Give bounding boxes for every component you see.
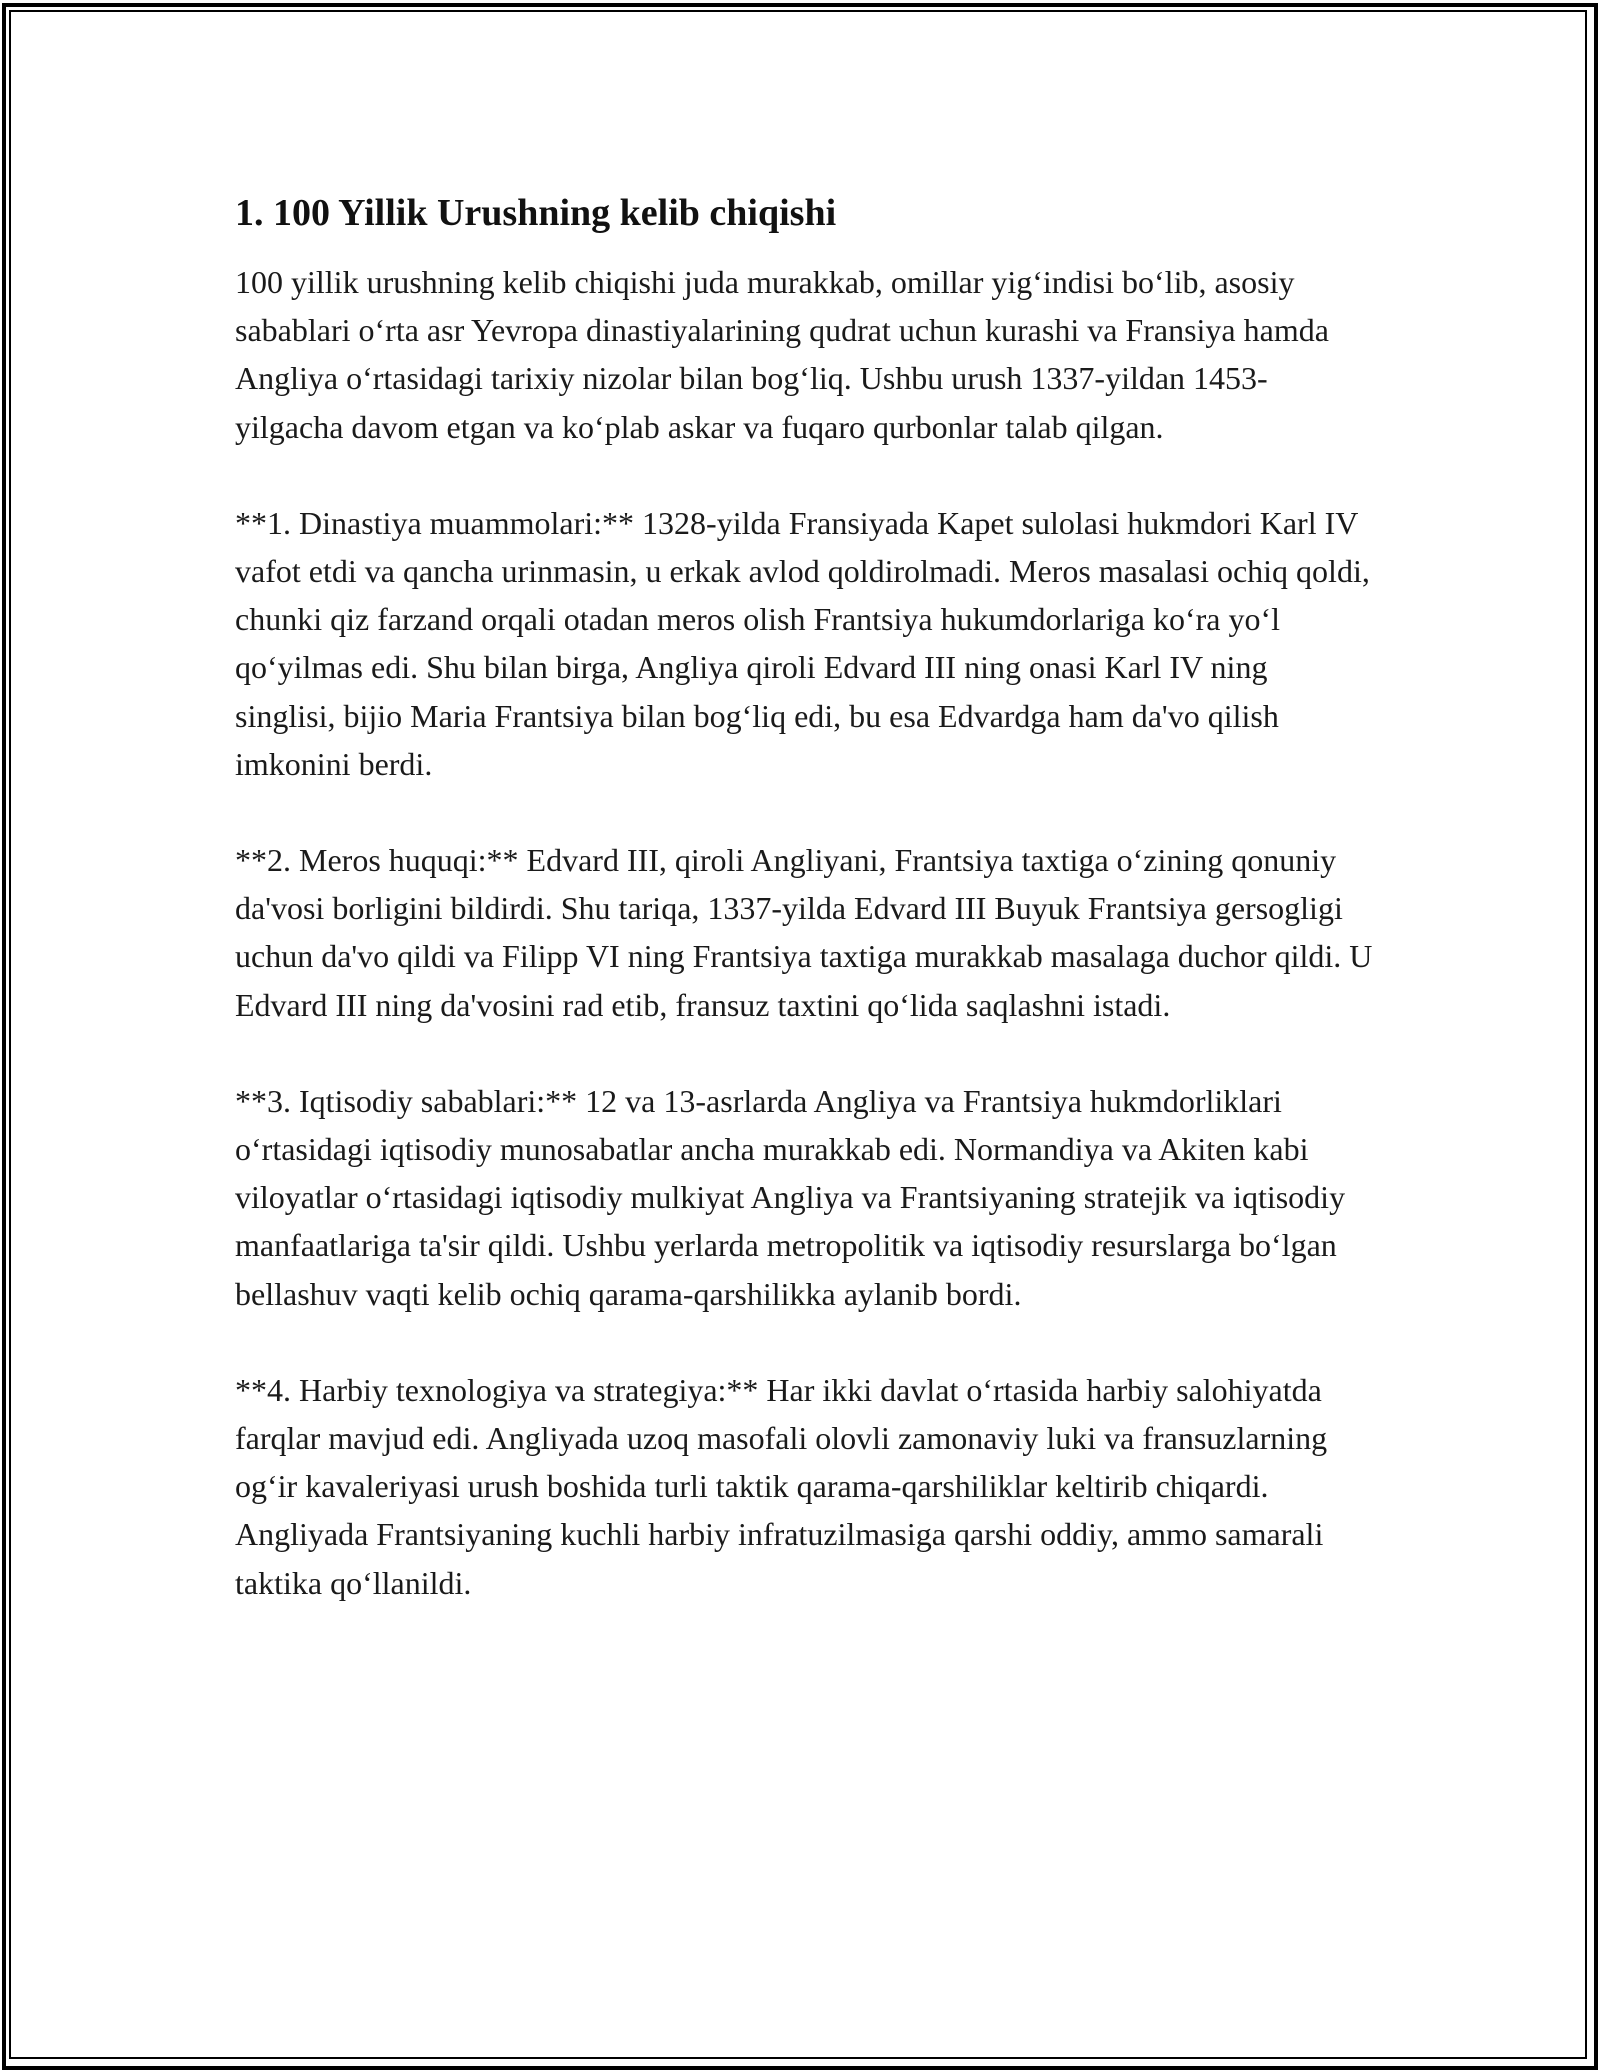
document-body <box>235 188 1375 1655</box>
document-title: 1. 100 Yillik Urushning kelib chiqishi <box>235 192 837 234</box>
intro-paragraph: 100 yillik urushning kelib chiqishi juda murakkab, omillar yig‘indisi bo‘lib, asosiy sabablari o‘rta asr Yevropa dinastiyalarining qudrat uchun kurashi va Fransiya hamda Angliya o‘rtasidagi tarixiy nizolar bilan bog‘liq. Ushbu urush 1337-yildan 1453-yilgacha davom etgan va ko‘plab askar va fuqaro qurbonlar talab qilgan. <box>235 264 1329 445</box>
paragraph-dynasty-problems: **1. Dinastiya muammolari:** 1328-yilda Fransiyada Kapet sulolasi hukmdori Karl IV vafot etdi va qancha urinmasin, u erkak avlod qoldirolmadi. Meros masalasi ochiq qoldi, chunki qiz farzand orqali otadan meros olish Frantsiya hukumdorlariga ko‘ra yo‘l qo‘yilmas edi. Shu bilan birga, Angliya qiroli Edvard III ning onasi Karl IV ning singlisi, bijio Maria Frantsiya bilan bog‘liq edi, bu esa Edvardga ham da'vo qilish imkonini berdi. <box>235 504 1370 782</box>
paragraph-economic-reasons: **3. Iqtisodiy sabablari:** 12 va 13-asrlarda Angliya va Frantsiya hukmdorliklari o‘rtasidagi iqtisodiy munosabatlar ancha murakkab edi. Normandiya va Akiten kabi viloyatlar o‘rtasidagi iqtisodiy mulkiyat Angliya va Frantsiyaning stratejik va iqtisodiy manfaatlariga ta'sir qildi. Ushbu yerlarda metropolitik va iqtisodiy resurslarga bo‘lgan bellashuv vaqti kelib ochiq qarama-qarshilikka aylanib bordi. <box>235 1082 1346 1312</box>
paragraph-military-technology: **4. Harbiy texnologiya va strategiya:** Har ikki davlat o‘rtasida harbiy salohiyatda farqlar mavjud edi. Angliyada uzoq masofali olovli zamonaviy luki va fransuzlarning og‘ir kavaleriyasi urush boshida turli taktik qarama-qarshiliklar keltirib chiqardi. Angliyada Frantsiyaning kuchli harbiy infratuzilmasiga qarshi oddiy, ammo samarali taktika qo‘llanildi. <box>235 1371 1328 1601</box>
paragraph-inheritance-right: **2. Meros huquqi:** Edvard III, qiroli Angliyani, Frantsiya taxtiga o‘zining qonuniy da'vosi borligini bildirdi. Shu tariqa, 1337-yilda Edvard III Buyuk Frantsiya gersogligi uchun da'vo qildi va Filipp VI ning Frantsiya taxtiga murakkab masalaga duchor qildi. U Edvard III ning da'vosini rad etib, fransuz taxtini qo‘lida saqlashni istadi. <box>235 842 1373 1023</box>
